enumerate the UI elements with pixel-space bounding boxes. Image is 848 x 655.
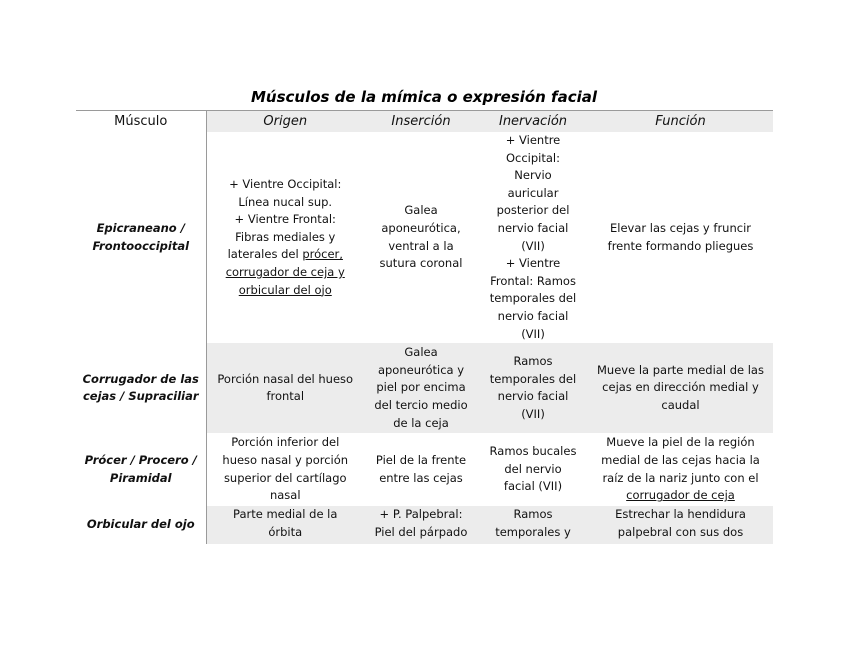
cell-inervacion: Ramos temporales y — [478, 506, 588, 544]
header-insercion: Inserción — [364, 111, 478, 132]
muscles-table — [76, 110, 773, 545]
link-orbicular[interactable]: orbicular del ojo — [238, 282, 332, 297]
link-corrugador[interactable]: corrugador de ceja y — [225, 264, 345, 279]
cell-musculo: Prócer / Procero / Piramidal — [76, 433, 206, 506]
link-procer[interactable]: prócer, — [302, 247, 343, 262]
cell-funcion: Elevar las cejas y fruncir frente formando pliegues — [607, 220, 754, 253]
table-header-row — [76, 111, 773, 132]
cell-inervacion: + Vientre Occipital: Nervio auricular posterior del nervio facial (VII) + Vientre Frontal: Ramos temporales del nervio facial (VII) — [489, 133, 577, 341]
page-title: Músculos de la mímica o expresión facial — [250, 88, 597, 106]
cell-musculo: Orbicular del ojo — [76, 506, 206, 544]
table-row — [76, 506, 773, 544]
cell-musculo: Epicraneano / Frontooccipital — [76, 132, 206, 343]
cell-musculo: Corrugador de las cejas / Supraciliar — [76, 343, 206, 433]
header-inervacion: Inervación — [478, 111, 588, 132]
cell-origen: Parte medial de la órbita — [206, 506, 364, 544]
cell-origen: + Vientre Occipital: Línea nucal sup. + Vientre Frontal: Fibras mediales y laterales del prócer, corrugador de ceja y orbicular del ojo — [225, 176, 345, 297]
cell-origen: Porción nasal del hueso frontal — [206, 343, 364, 433]
link-corrugador-ceja[interactable]: corrugador de ceja — [626, 488, 735, 503]
cell-insercion: + P. Palpebral: Piel del párpado — [364, 506, 478, 544]
cell-insercion: Galea aponeurótica y piel por encima del tercio medio de la ceja — [364, 343, 478, 433]
cell-insercion: Galea aponeurótica, ventral a la sutura coronal — [379, 203, 463, 271]
header-musculo: Músculo — [76, 111, 206, 132]
cell-insercion: Piel de la frente entre las cejas — [375, 453, 467, 485]
cell-funcion: Mueve la parte medial de las cejas en dirección medial y caudal — [588, 343, 773, 433]
table-row — [76, 132, 773, 343]
table-row — [76, 433, 773, 506]
cell-funcion: Mueve la piel de la región medial de las cejas hacia la raíz de la nariz junto con el corrugador de ceja — [601, 435, 760, 503]
cell-funcion: Estrechar la hendidura palpebral con sus dos — [588, 506, 773, 544]
cell-inervacion: Ramos bucales del nervio facial (VII) — [489, 444, 577, 494]
header-origen: Origen — [206, 111, 364, 132]
header-funcion: Función — [588, 111, 773, 132]
cell-origen: Porción inferior del hueso nasal y porción superior del cartílago nasal — [222, 435, 349, 503]
cell-inervacion: Ramos temporales del nervio facial (VII) — [478, 343, 588, 433]
table-row — [76, 343, 773, 433]
